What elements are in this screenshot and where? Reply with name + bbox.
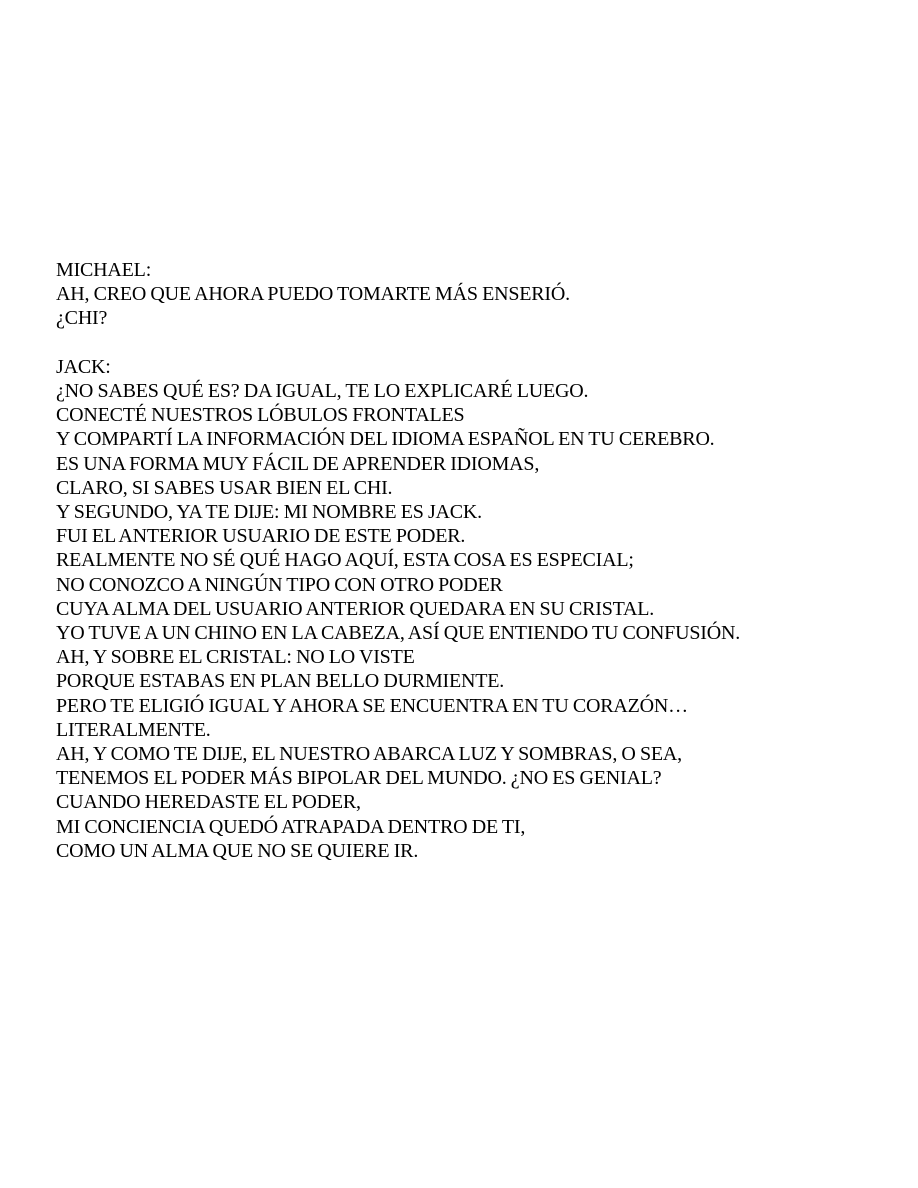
dialogue-block-michael — [56, 258, 896, 331]
dialogue-line: FUI EL ANTERIOR USUARIO DE ESTE PODER. — [56, 525, 466, 548]
dialogue-line: CONECTÉ NUESTROS LÓBULOS FRONTALES — [56, 404, 465, 427]
dialogue-line: Y SEGUNDO, YA TE DIJE: MI NOMBRE ES JACK. — [56, 501, 482, 524]
dialogue-line: AH, Y SOBRE EL CRISTAL: NO LO VISTE — [56, 646, 415, 669]
dialogue-line: PORQUE ESTABAS EN PLAN BELLO DURMIENTE. — [56, 670, 505, 693]
dialogue-line: COMO UN ALMA QUE NO SE QUIERE IR. — [56, 839, 419, 862]
dialogue-line: ¿CHI? — [56, 307, 108, 330]
dialogue-line: PERO TE ELIGIÓ IGUAL Y AHORA SE ENCUENTRA EN TU CORAZÓN… — [56, 694, 688, 717]
dialogue-line: LITERALMENTE. — [56, 718, 211, 741]
dialogue-line: REALMENTE NO SÉ QUÉ HAGO AQUÍ, ESTA COSA ES ESPECIAL; — [56, 549, 634, 572]
dialogue-line: ¿NO SABES QUÉ ES? DA IGUAL, TE LO EXPLICARÉ LUEGO. — [56, 380, 589, 402]
dialogue-line: CUYA ALMA DEL USUARIO ANTERIOR QUEDARA EN SU CRISTAL. — [56, 597, 655, 620]
speaker-name: JACK: — [56, 355, 111, 378]
dialogue-line: AH, CREO QUE AHORA PUEDO TOMARTE MÁS ENSERIÓ. — [56, 283, 570, 306]
dialogue-line: YO TUVE A UN CHINO EN LA CABEZA, ASÍ QUE ENTIENDO TU CONFUSIÓN. — [56, 622, 740, 645]
dialogue-line: Y COMPARTÍ LA INFORMACIÓN DEL IDIOMA ESPAÑOL EN TU CEREBRO. — [56, 428, 715, 451]
speaker-name: MICHAEL: — [56, 259, 152, 281]
dialogue-line: MI CONCIENCIA QUEDÓ ATRAPADA DENTRO DE TI, — [56, 815, 526, 838]
dialogue-line: CUANDO HEREDASTE EL PODER, — [56, 791, 361, 814]
dialogue-line: CLARO, SI SABES USAR BIEN EL CHI. — [56, 476, 393, 499]
dialogue-line: ES UNA FORMA MUY FÁCIL DE APRENDER IDIOMAS, — [56, 452, 540, 475]
dialogue-line: AH, Y COMO TE DIJE, EL NUESTRO ABARCA LUZ Y SOMBRAS, O SEA, — [56, 743, 682, 766]
dialogue-line: NO CONOZCO A NINGÚN TIPO CON OTRO PODER — [56, 573, 503, 596]
dialogue-line: TENEMOS EL PODER MÁS BIPOLAR DEL MUNDO. ¿NO ES GENIAL? — [56, 767, 662, 790]
script-text — [56, 258, 896, 863]
dialogue-block-jack — [56, 355, 896, 863]
